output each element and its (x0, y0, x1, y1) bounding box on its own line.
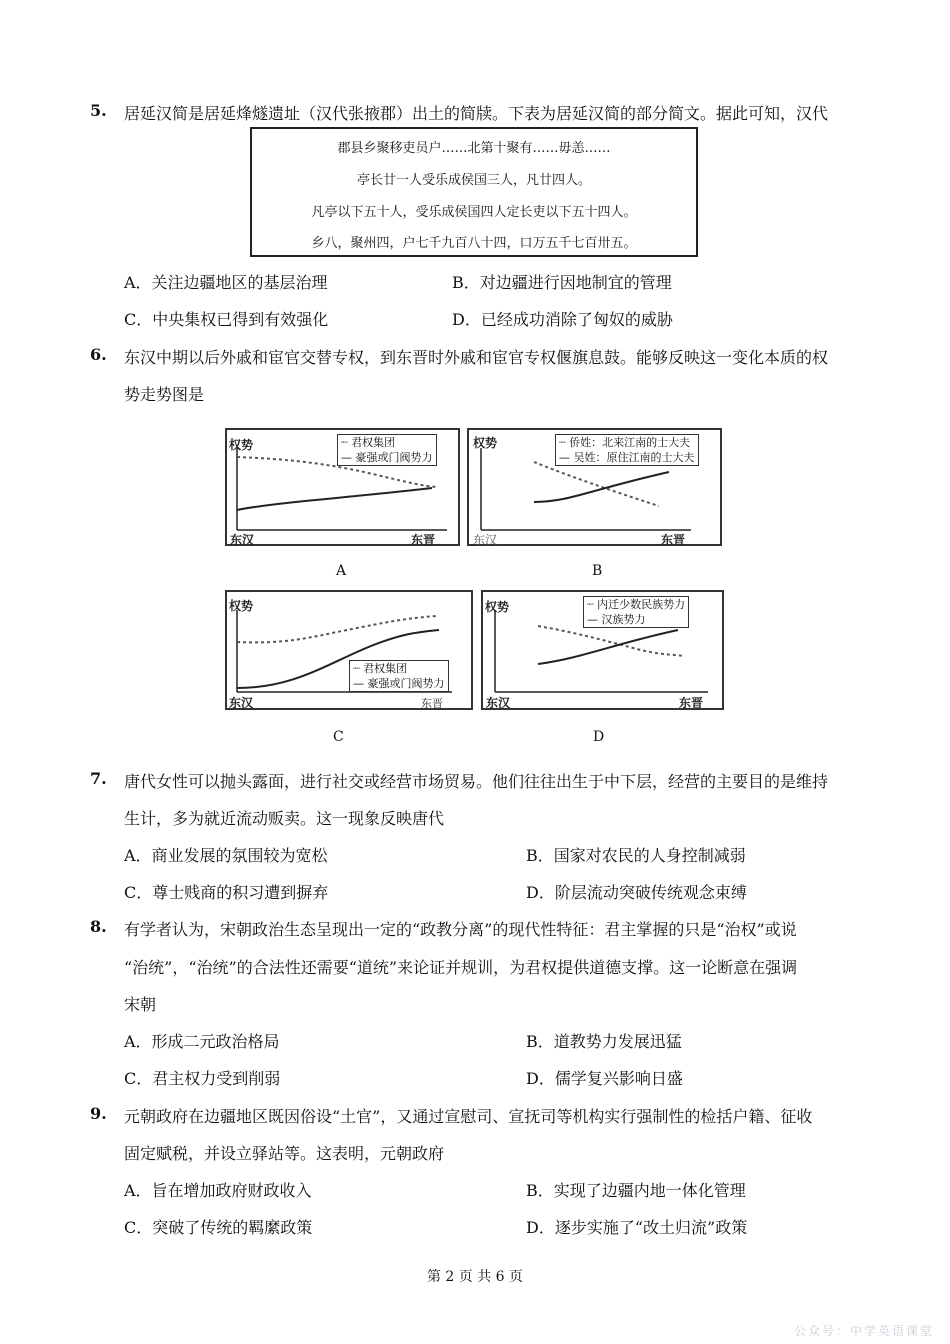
y-axis-label: 权势 (485, 600, 510, 614)
legend-dotted-label: 君权集团 (363, 662, 408, 675)
question-8-stem-line2: “治统”，“治统”的合法性还需要“道统”来论证并规训，为君权提供道德支撑。这一论断意在强调 (124, 958, 798, 977)
question-8-stem-line1: 有学者认为，宋朝政治生态呈现出一定的“政教分离”的现代性特征：君主掌握的只是“治权”或说 (124, 920, 797, 939)
chart-c-caption: C (333, 729, 344, 745)
solid-series-line (237, 488, 432, 510)
chart-legend (555, 434, 699, 466)
question-5-stem: 居延汉简是居延烽燧遗址（汉代张掖郡）出土的简牍。下表为居延汉简的部分简文。据此可知，汉代 (124, 104, 829, 123)
x-start-label: 东汉 (230, 533, 255, 547)
chart-b[interactable] (467, 428, 722, 546)
x-end-label: 东晋 (679, 696, 704, 710)
y-axis-label: 权势 (229, 438, 254, 452)
question-7-stem-line1: 唐代女性可以抛头露面，进行社交或经营市场贸易。他们往往出生于中下层，经营的主要目的是维持 (124, 772, 829, 791)
chart-c[interactable] (225, 590, 473, 710)
legend-solid-label: 豪强或门阀势力 (367, 677, 445, 690)
option-8a[interactable]: A．形成二元政治格局 (124, 1032, 280, 1051)
option-9a[interactable]: A．旨在增加政府财政收入 (124, 1181, 312, 1200)
option-5b[interactable]: B．对边疆进行因地制宜的管理 (452, 273, 672, 292)
question-9-stem-line1: 元朝政府在边疆地区既因俗设“土官”，又通过宣慰司、宣抚司等机构实行强制性的检括户籍、征收 (124, 1107, 813, 1126)
dotted-series-line (534, 462, 659, 506)
x-start-label: 东汉 (229, 696, 254, 710)
dotted-line-icon: ┈ (587, 598, 598, 611)
x-start-label: 东汉 (486, 696, 511, 710)
chart-legend (583, 596, 689, 628)
y-axis-label: 权势 (229, 599, 254, 613)
question-6-stem-line1: 东汉中期以后外戚和宦官交替专权，到东晋时外戚和宦官专权偃旗息鼓。能够反映这一变化本质的权 (124, 348, 829, 367)
table-row: 郡县乡聚移吏员户……北第十聚有……毋恙…… (337, 141, 611, 156)
question-number-6: 6. (90, 345, 107, 364)
page-number: 第 2 页 共 6 页 (426, 1269, 524, 1285)
dotted-line-icon: ┈ (353, 662, 364, 675)
option-9b[interactable]: B．实现了边疆内地一体化管理 (526, 1181, 746, 1200)
dotted-series-line (538, 626, 683, 656)
solid-line-icon: — (559, 451, 574, 464)
question-6-stem-line2: 势走势图是 (124, 385, 205, 404)
chart-d[interactable] (481, 590, 724, 710)
chart-legend (337, 434, 437, 466)
solid-line-icon: — (587, 613, 602, 626)
option-5d[interactable]: D．已经成功消除了匈奴的威胁 (452, 310, 673, 329)
question-8-stem-line3: 宋朝 (124, 995, 157, 1014)
solid-line-icon: — (341, 451, 356, 464)
chart-a[interactable] (225, 428, 460, 546)
question-number-8: 8. (90, 917, 107, 936)
dotted-series-line (237, 616, 437, 642)
question-9-stem-line2: 固定赋税，并设立驿站等。这表明，元朝政府 (124, 1144, 445, 1163)
x-end-label: 东晋 (421, 697, 443, 710)
dotted-line-icon: ┈ (341, 436, 352, 449)
option-8c[interactable]: C．君主权力受到削弱 (124, 1069, 281, 1088)
option-8d[interactable]: D．儒学复兴影响日盛 (526, 1069, 683, 1088)
chart-d-caption: D (593, 729, 605, 745)
chart-legend (349, 660, 449, 692)
question-number-7: 7. (90, 769, 107, 788)
option-8b[interactable]: B．道教势力发展迅猛 (526, 1032, 682, 1051)
bamboo-slip-table (250, 127, 698, 257)
legend-solid-label: 豪强或门阀势力 (355, 451, 433, 464)
legend-dotted-label: 君权集团 (351, 436, 396, 449)
legend-solid-label: 吴姓：原住江南的士大夫 (573, 451, 695, 464)
question-number-5: 5. (90, 101, 107, 120)
legend-dotted-label: 侨姓：北来江南的士大夫 (569, 436, 691, 449)
table-row: 乡八，聚州四，户七千九百八十四，口万五千七百卅五。 (311, 236, 637, 251)
option-9d[interactable]: D．逐步实施了“改土归流”政策 (526, 1218, 748, 1237)
x-start-label: 东汉 (473, 533, 498, 547)
dotted-line-icon: ┈ (559, 436, 570, 449)
solid-line-icon: — (353, 677, 368, 690)
chart-a-caption: A (336, 563, 347, 579)
watermark: 公众号：中学英语课堂 (793, 1324, 934, 1338)
legend-dotted-label: 内迁少数民族势力 (597, 598, 686, 611)
option-5c[interactable]: C．中央集权已得到有效强化 (124, 310, 329, 329)
option-5a[interactable]: A．关注边疆地区的基层治理 (124, 273, 328, 292)
x-end-label: 东晋 (411, 533, 436, 547)
question-number-9: 9. (90, 1104, 107, 1123)
solid-series-line (538, 630, 678, 664)
question-7-stem-line2: 生计，多为就近流动贩卖。这一现象反映唐代 (124, 809, 445, 828)
option-9c[interactable]: C．突破了传统的羁縻政策 (124, 1218, 313, 1237)
option-7d[interactable]: D．阶层流动突破传统观念束缚 (526, 883, 747, 902)
legend-solid-label: 汉族势力 (601, 613, 646, 626)
table-row: 凡亭以下五十人，受乐成侯国四人定长吏以下五十四人。 (311, 205, 637, 220)
option-7a[interactable]: A．商业发展的氛围较为宽松 (124, 846, 328, 865)
chart-b-caption: B (592, 563, 603, 579)
option-7c[interactable]: C．尊士贱商的积习遭到摒弃 (124, 883, 329, 902)
table-row: 亭长廿一人受乐成侯国三人，凡廿四人。 (356, 173, 591, 188)
option-7b[interactable]: B．国家对农民的人身控制减弱 (526, 846, 746, 865)
x-end-label: 东晋 (661, 533, 686, 547)
y-axis-label: 权势 (473, 436, 498, 450)
